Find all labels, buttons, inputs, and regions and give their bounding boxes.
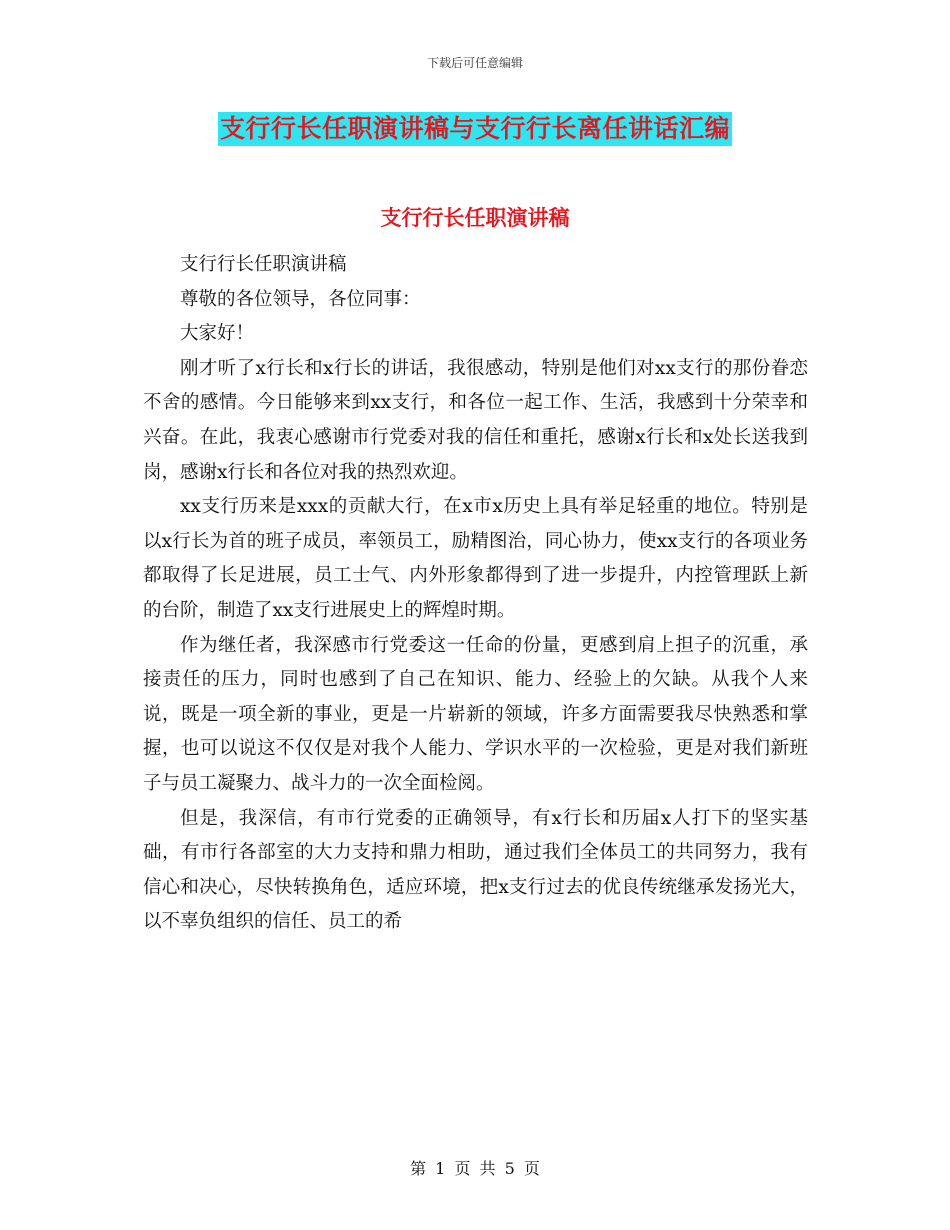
paragraph-1: 支行行长任职演讲稿	[180, 254, 347, 275]
paragraph-3: 大家好！	[180, 323, 255, 345]
paragraph-4: 刚才听了x行长和x行长的讲话，我很感动，特别是他们对xx支行的那份眷恋不舍的感情。今日能够来到xx支行，和各位一起工作、生活，我感到十分荣幸和兴奋。在此，我衷心感谢市行党委对我的信任和重托，感谢x行长和x处长送我到岗，感谢x行长和各位对我的热烈欢迎。	[143, 357, 808, 483]
paragraph-5: xx支行历来是xxx的贡献大行，在x市x历史上具有举足轻重的地位。特别是以x行长为首的班子成员，率领员工，励精图治，同心协力，使xx支行的各项业务都取得了长足进展，员工士气、内外形象都得到了进一步提升，内控管理跃上新的台阶，制造了xx支行进展史上的辉煌时期。	[143, 496, 808, 621]
paragraph-6: 作为继任者，我深感市行党委这一任命的份量，更感到肩上担子的沉重，承接责任的压力，同时也感到了自己在知识、能力、经验上的欠缺。从我个人来说，既是一项全新的事业，更是一片崭新的领域，许多方面需要我尽快熟悉和掌握，也可以说这不仅仅是对我个人能力、学识水平的一次检验，更是对我们新班子与员工凝聚力、战斗力的一次全面检阅。	[143, 634, 808, 794]
doc-title-wrapper	[0, 112, 950, 146]
section-title: 支行行长任职演讲稿	[380, 206, 570, 230]
doc-title: 支行行长任职演讲稿与支行行长离任讲话汇编	[218, 112, 732, 146]
page-footer: 第 1 页 共 5 页	[410, 1159, 540, 1178]
body-text	[143, 248, 808, 940]
paragraph-2: 尊敬的各位领导，各位同事：	[180, 288, 421, 310]
header-note: 下载后可任意编辑	[426, 56, 523, 70]
paragraph-7: 但是，我深信，有市行党委的正确领导，有x行长和历届x人打下的坚实基础，有市行各部室的大力支持和鼎力相助，通过我们全体员工的共同努力，我有信心和决心，尽快转换角色，适应环境，把x支行过去的优良传统继承发扬光大，以不辜负组织的信任、员工的希	[143, 807, 808, 933]
